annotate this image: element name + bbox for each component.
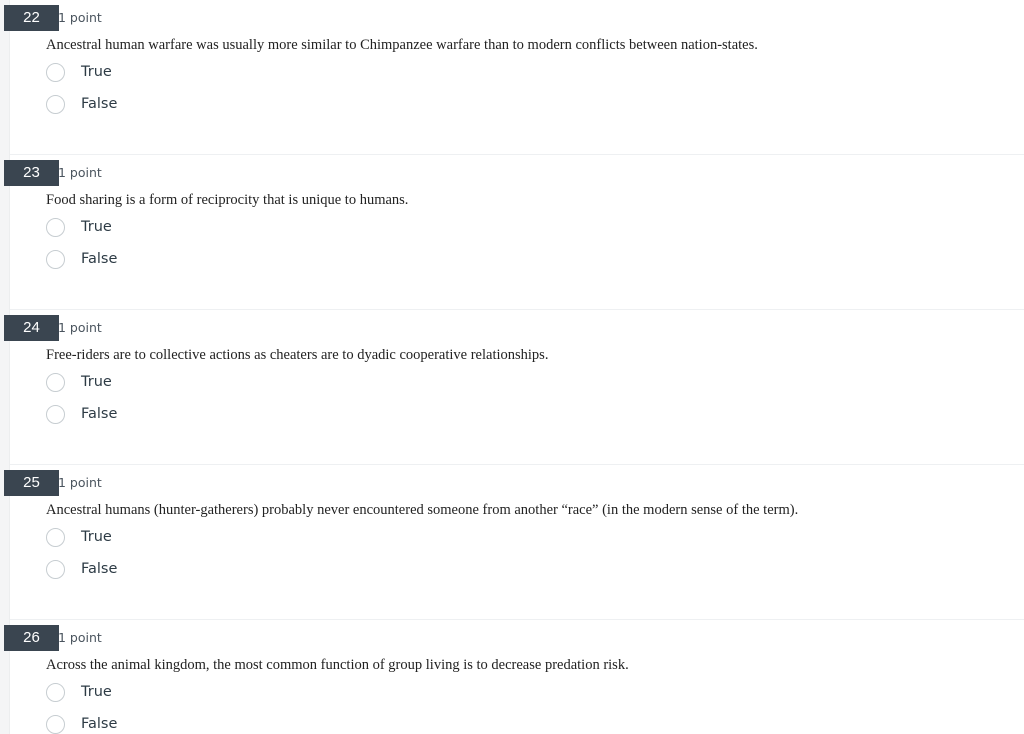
answer-label: False [81,96,118,112]
question-number: 22 [4,5,59,31]
quiz-question-list [10,0,1024,734]
question-25 [10,465,1024,620]
radio-button[interactable] [46,715,65,734]
question-23 [10,155,1024,310]
question-text: Food sharing is a form of reciprocity that is unique to humans. [46,192,409,208]
answer-label: True [81,64,112,80]
radio-button[interactable] [46,250,65,269]
radio-button[interactable] [46,63,65,82]
question-points: 1 point [58,10,102,25]
answer-label: False [81,716,118,732]
answer-label: True [81,529,112,545]
radio-button[interactable] [46,683,65,702]
question-points: 1 point [58,165,102,180]
question-26 [10,620,1024,734]
answer-option-true[interactable] [46,524,112,550]
question-points: 1 point [58,630,102,645]
radio-button[interactable] [46,528,65,547]
answer-option-true[interactable] [46,59,112,85]
left-rail [0,0,10,734]
answer-option-true[interactable] [46,214,112,240]
answer-label: True [81,684,112,700]
answer-label: False [81,561,118,577]
question-number: 23 [4,160,59,186]
answer-option-false[interactable] [46,91,117,117]
answer-option-false[interactable] [46,711,117,734]
answer-label: False [81,251,118,267]
answer-label: True [81,219,112,235]
question-number: 25 [4,470,59,496]
radio-button[interactable] [46,373,65,392]
radio-button[interactable] [46,405,65,424]
question-points: 1 point [58,475,102,490]
question-text: Free-riders are to collective actions as cheaters are to dyadic cooperative relationships. [46,347,549,363]
question-text: Across the animal kingdom, the most common function of group living is to decrease predation risk. [46,657,629,673]
question-text: Ancestral humans (hunter-gatherers) probably never encountered someone from another “race” (in the modern sense of the term). [46,502,799,518]
answer-option-false[interactable] [46,556,117,582]
answer-option-true[interactable] [46,369,112,395]
radio-button[interactable] [46,560,65,579]
radio-button[interactable] [46,218,65,237]
question-24 [10,310,1024,465]
question-22 [10,0,1024,155]
question-text: Ancestral human warfare was usually more similar to Chimpanzee warfare than to modern conflicts between nation-states. [46,37,758,53]
question-points: 1 point [58,320,102,335]
answer-label: True [81,374,112,390]
answer-option-true[interactable] [46,679,112,705]
answer-label: False [81,406,118,422]
radio-button[interactable] [46,95,65,114]
answer-option-false[interactable] [46,246,117,272]
question-number: 26 [4,625,59,651]
answer-option-false[interactable] [46,401,117,427]
question-number: 24 [4,315,59,341]
